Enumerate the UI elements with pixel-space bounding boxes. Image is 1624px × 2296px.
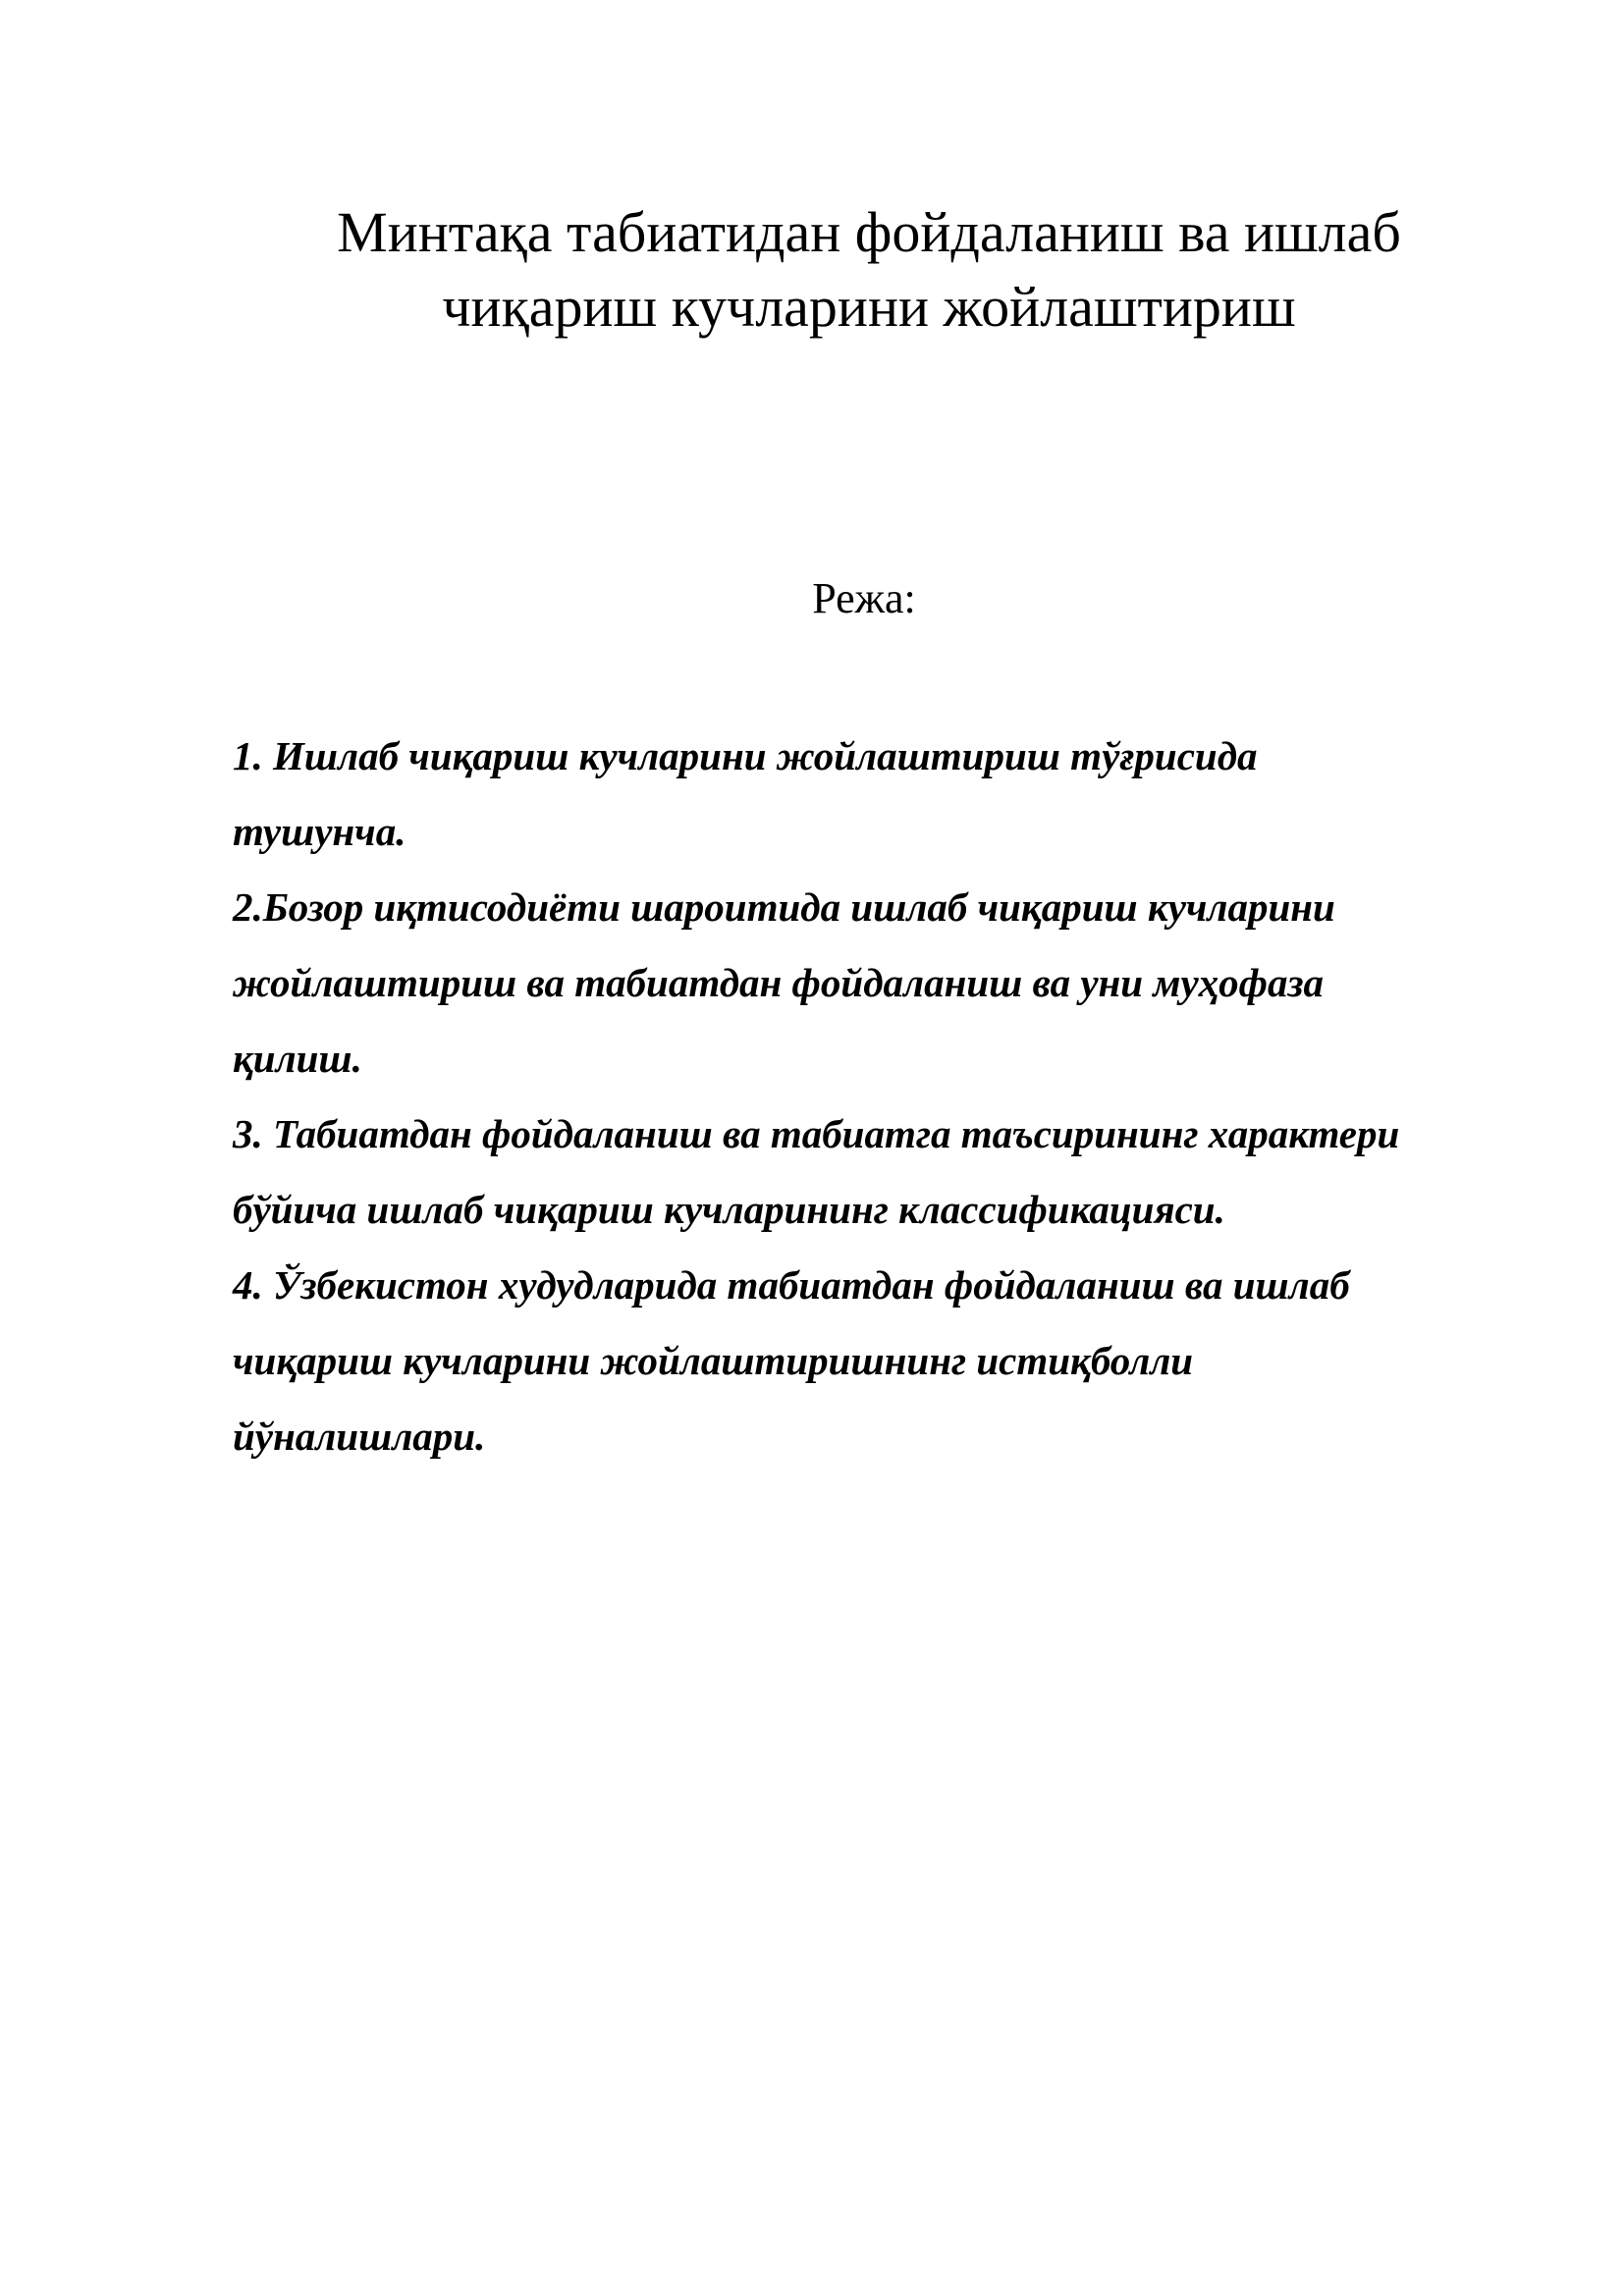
plan-list [233, 719, 1539, 1474]
plan-line-2: тушунча. [233, 809, 406, 854]
title-line-2: чиқариш кучларини жойлаштириш [442, 274, 1296, 339]
plan-line-3: 2.Бозор иқтисодиёти шароитида ишлаб чиқариш кучларини [233, 884, 1335, 930]
plan-heading: Режа: [812, 574, 916, 622]
plan-line-4: жойлаштириш ва табиатдан фойдаланиш ва уни муҳофаза [233, 960, 1324, 1005]
title-line-1: Минтақа табиатидан фойдаланиш ва ишлаб [337, 199, 1401, 264]
plan-line-1: 1. Ишлаб чиқариш кучларини жойлаштириш тўғрисида [233, 733, 1258, 778]
page-title [255, 195, 1483, 345]
plan-line-9: чиқариш кучларини жойлаштиришнинг истиқболли [233, 1338, 1194, 1383]
plan-line-8: 4. Ўзбекистон худудларида табиатдан фойдаланиш ва ишлаб [233, 1262, 1350, 1308]
plan-line-6: 3. Табиатдан фойдаланиш ва табиатга таъсирининг характери [233, 1111, 1400, 1156]
plan-line-10: йўналишлари. [233, 1414, 486, 1459]
plan-line-7: бўйича ишлаб чиқариш кучларининг классификацияси. [233, 1187, 1225, 1232]
plan-line-5: қилиш. [233, 1036, 362, 1081]
